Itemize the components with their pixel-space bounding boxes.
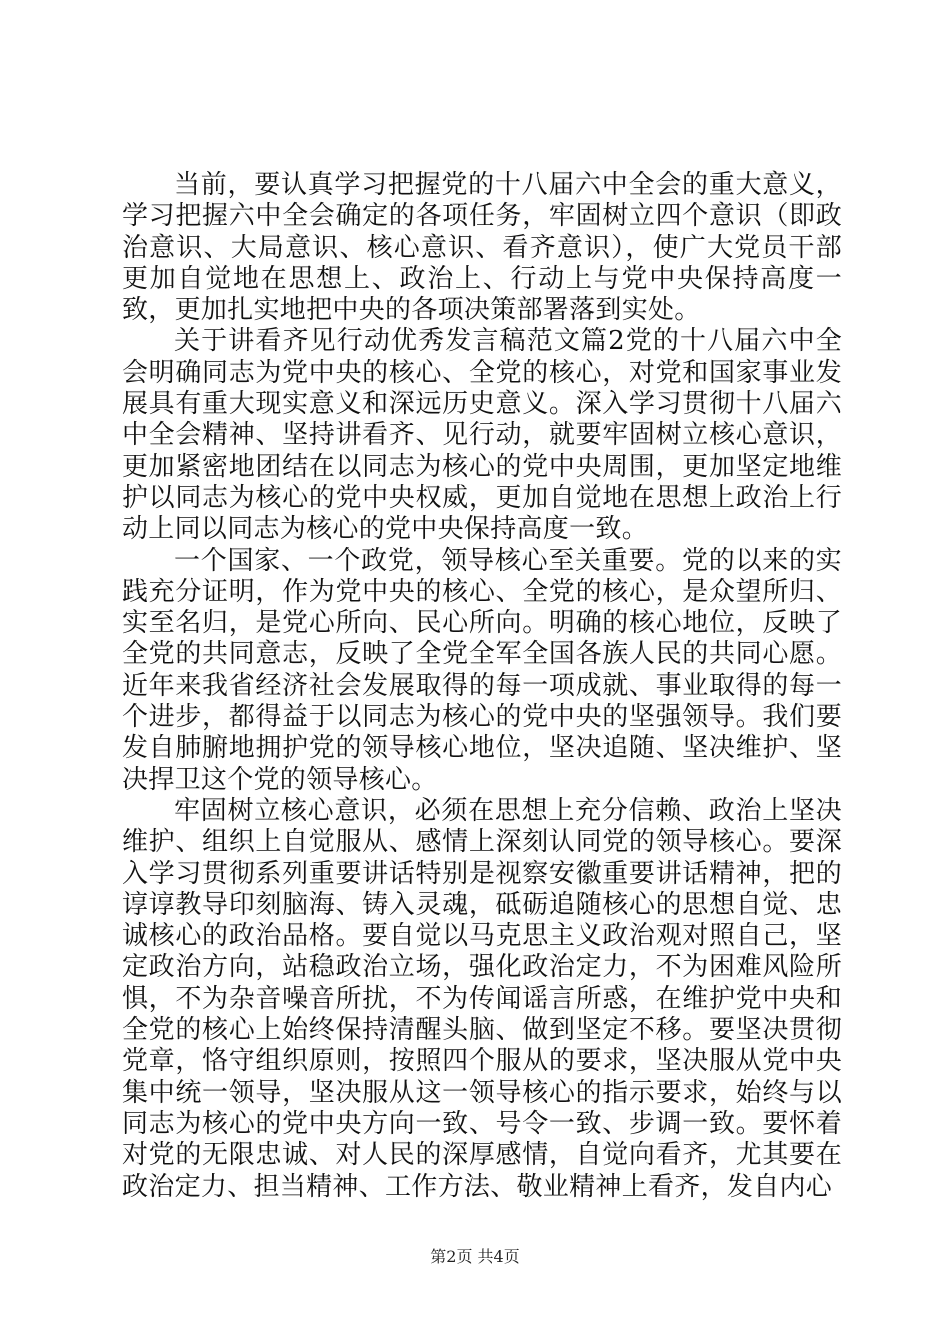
paragraph-1: 当前，要认真学习把握党的十八届六中全会的重大意义，学习把握六中全会确定的各项任务，牢固树立四个意识（即政治意识、大局意识、核心意识、看齐意识），使广大党员干部更加自觉地在思想上、政治上、行动上与党中央保持高度一致，更加扎实地把中央的各项决策部署落到实处。: [122, 170, 842, 326]
paragraph-4: 牢固树立核心意识，必须在思想上充分信赖、政治上坚决维护、组织上自觉服从、感情上深刻认同党的领导核心。要深入学习贯彻系列重要讲话特别是视察安徽重要讲话精神，把的谆谆教导印刻脑海、铸入灵魂，砥砺追随核心的思想自觉、忠诚核心的政治品格。要自觉以马克思主义政治观对照自己，坚定政治方向，站稳政治立场，强化政治定力，不为困难风险所惧，不为杂音噪音所扰，不为传闻谣言所惑，在维护党中央和全党的核心上始终保持清醒头脑、做到坚定不移。要坚决贯彻党章，恪守组织原则，按照四个服从的要求，坚决服从党中央集中统一领导，坚决服从这一领导核心的指示要求，始终与以同志为核心的党中央方向一致、号令一致、步调一致。要怀着对党的无限忠诚、对人民的深厚感情，自觉向看齐，尤其要在政治定力、担当精神、工作方法、敬业精神上看齐，发自内心: [122, 795, 842, 1202]
page-number-footer: 第2页 共4页: [430, 1247, 520, 1266]
paragraph-3: 一个国家、一个政党，领导核心至关重要。党的以来的实践充分证明，作为党中央的核心、全党的核心，是众望所归、实至名归，是党心所向、民心所向。明确的核心地位，反映了全党的共同意志，反映了全党全军全国各族人民的共同心愿。近年来我省经济社会发展取得的每一项成就、事业取得的每一个进步，都得益于以同志为核心的党中央的坚强领导。我们要发自肺腑地拥护党的领导核心地位，坚决追随、坚决维护、坚决捍卫这个党的领导核心。: [122, 545, 842, 795]
document-body: [122, 170, 842, 1203]
paragraph-2: 关于讲看齐见行动优秀发言稿范文篇2党的十八届六中全会明确同志为党中央的核心、全党的核心，对党和国家事业发展具有重大现实意义和深远历史意义。深入学习贯彻十八届六中全会精神、坚持讲看齐、见行动，就要牢固树立核心意识，更加紧密地团结在以同志为核心的党中央周围，更加坚定地维护以同志为核心的党中央权威，更加自觉地在思想上政治上行动上同以同志为核心的党中央保持高度一致。: [122, 326, 842, 545]
